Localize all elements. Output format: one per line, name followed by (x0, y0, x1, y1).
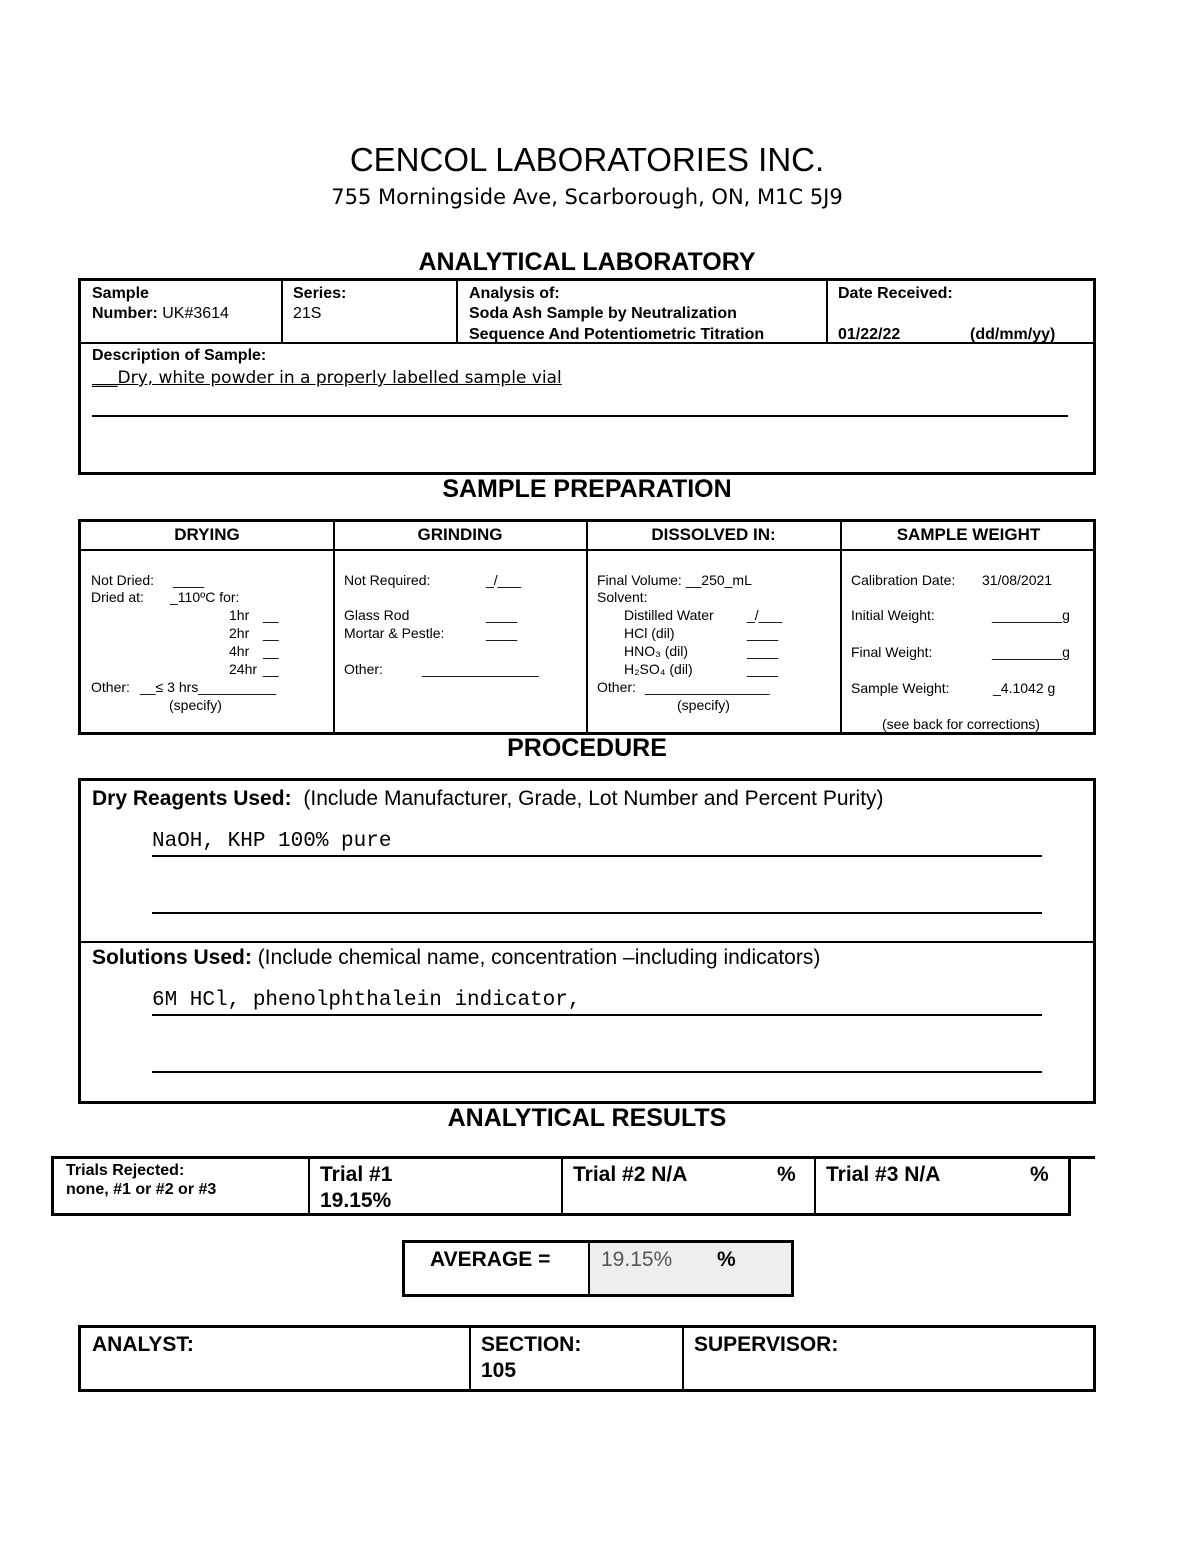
mortar-value: ____ (486, 625, 518, 641)
not-dried-label: Not Dried: (91, 572, 155, 588)
dry-reagents-label: Dry Reagents Used: (92, 787, 292, 810)
h2so4-value: ____ (747, 661, 779, 677)
distilled-water-label: Distilled Water (624, 607, 714, 623)
time-1hr-blank: __ (263, 607, 279, 623)
calibration-date-value: 31/08/2021 (982, 572, 1053, 588)
glass-rod-label: Glass Rod (344, 607, 410, 623)
company-name: CENCOL LABORATORIES INC. (349, 141, 825, 178)
mortar-label: Mortar & Pestle: (344, 625, 445, 641)
final-weight-label: Final Weight: (851, 644, 933, 660)
trial-3-label: Trial #3 N/A (826, 1163, 941, 1186)
date-received-value: 01/22/22 (838, 326, 901, 343)
time-2hr-blank: __ (263, 625, 279, 641)
results-top-extension (1068, 1156, 1095, 1159)
drying-other-value: __≤ 3 hrs__________ (140, 679, 277, 695)
grinding-other-value: _______________ (422, 661, 539, 677)
date-format: (dd/mm/yy) (970, 326, 1056, 343)
prep-box (78, 519, 1096, 735)
trial-1-label: Trial #1 (320, 1163, 393, 1186)
section-title-results: ANALYTICAL RESULTS (447, 1104, 727, 1132)
section-title-procedure: PROCEDURE (507, 734, 667, 762)
solutions-row (92, 945, 820, 971)
analyst-label: ANALYST: (92, 1333, 194, 1356)
time-24hr-blank: __ (263, 661, 279, 677)
sample-number: UK#3614 (162, 305, 229, 322)
analysis-label: Analysis of: (469, 285, 560, 302)
trial-1-value: 19.15% (320, 1189, 392, 1212)
drying-other-label: Other: (91, 679, 130, 695)
solutions-line-1 (152, 1014, 1042, 1016)
final-volume: Final Volume: __250_mL (597, 572, 752, 588)
time-24hr: 24hr (229, 661, 258, 677)
solutions-hint: (Include chemical name, concentration –including indicators) (257, 946, 821, 969)
procedure-box (78, 778, 1096, 1104)
dry-reagents-line-2 (152, 912, 1042, 914)
average-box (402, 1240, 794, 1297)
h2so4-label: H₂SO₄ (dil) (624, 661, 693, 677)
not-required-label: Not Required: (344, 572, 431, 588)
sample-weight-label: Sample Weight: (851, 680, 950, 696)
solutions-value: 6M HCl, phenolphthalein indicator, (152, 989, 581, 1012)
weight-note: (see back for corrections) (882, 716, 1040, 732)
series-label: Series: (293, 285, 347, 302)
hno3-label: HNO₃ (dil) (624, 643, 689, 659)
analysis-line-2: Sequence And Potentiometric Titration (469, 326, 765, 343)
distilled-water-value: _/___ (747, 607, 783, 623)
supervisor-label: SUPERVISOR: (694, 1333, 839, 1356)
grinding-header: GRINDING (417, 525, 503, 544)
company-address: 755 Morningside Ave, Scarborough, ON, M1C 5J9 (331, 185, 843, 209)
section-title-lab: ANALYTICAL LABORATORY (418, 248, 756, 276)
dried-at-label: Dried at: (91, 589, 144, 605)
final-weight-value: _________g (992, 644, 1070, 660)
dissolved-other-value: ________________ (645, 679, 770, 695)
section-title-prep: SAMPLE PREPARATION (442, 475, 732, 503)
trials-rejected-options: none, #1 or #2 or #3 (66, 1181, 217, 1198)
results-trials-box (51, 1156, 1071, 1216)
solutions-line-2 (152, 1071, 1042, 1073)
trial-3-percent: % (1030, 1163, 1049, 1186)
hcl-label: HCl (dil) (624, 625, 675, 641)
average-value: 19.15% (601, 1248, 673, 1271)
date-received-label: Date Received: (838, 285, 953, 302)
average-unit: % (717, 1248, 736, 1271)
average-label: AVERAGE = (430, 1248, 551, 1271)
trial-2-label: Trial #2 N/A (573, 1163, 688, 1186)
time-1hr: 1hr (229, 607, 250, 623)
weight-header: SAMPLE WEIGHT (896, 525, 1041, 544)
sample-number-row: Number: UK#3614 (92, 305, 229, 322)
analysis-line-1: Soda Ash Sample by Neutralization (469, 305, 737, 322)
dissolved-other-label: Other: (597, 679, 636, 695)
dry-reagents-value: NaOH, KHP 100% pure (152, 830, 392, 853)
not-dried-value: ____ (173, 572, 205, 588)
description-line (92, 415, 1068, 417)
drying-header: DRYING (174, 525, 240, 544)
lab-info-box (78, 278, 1096, 475)
time-4hr-blank: __ (263, 643, 279, 659)
dry-reagents-hint: (Include Manufacturer, Grade, Lot Number and Percent Purity) (303, 787, 884, 810)
description-value: ___Dry, white powder in a properly labelled sample vial (92, 368, 562, 388)
grinding-other-label: Other: (344, 661, 383, 677)
trial-2-percent: % (777, 1163, 796, 1186)
hcl-value: ____ (747, 625, 779, 641)
trials-rejected-label: Trials Rejected: (66, 1162, 185, 1179)
calibration-date-label: Calibration Date: (851, 572, 956, 588)
drying-specify: (specify) (169, 697, 222, 713)
description-label: Description of Sample: (92, 347, 267, 364)
section-label: SECTION: (481, 1333, 582, 1356)
dissolved-header: DISSOLVED IN: (651, 525, 776, 544)
initial-weight-value: _________g (992, 607, 1070, 623)
solutions-label: Solutions Used: (92, 946, 252, 969)
sample-weight-value: _4.1042 g (993, 680, 1056, 696)
not-required-value: _/___ (486, 572, 522, 588)
sample-label: Sample (92, 285, 149, 302)
dried-at-value: _110ºC for: (170, 589, 240, 605)
glass-rod-value: ____ (486, 607, 518, 623)
solvent-label: Solvent: (597, 589, 648, 605)
section-value: 105 (481, 1359, 517, 1382)
hno3-value: ____ (747, 643, 779, 659)
dry-reagents-row (92, 786, 884, 812)
time-4hr: 4hr (229, 643, 250, 659)
dry-reagents-line-1 (152, 855, 1042, 857)
initial-weight-label: Initial Weight: (851, 607, 935, 623)
series-value: 21S (293, 305, 322, 322)
signoff-box (78, 1325, 1096, 1392)
time-2hr: 2hr (229, 625, 250, 641)
dissolved-specify: (specify) (677, 697, 730, 713)
